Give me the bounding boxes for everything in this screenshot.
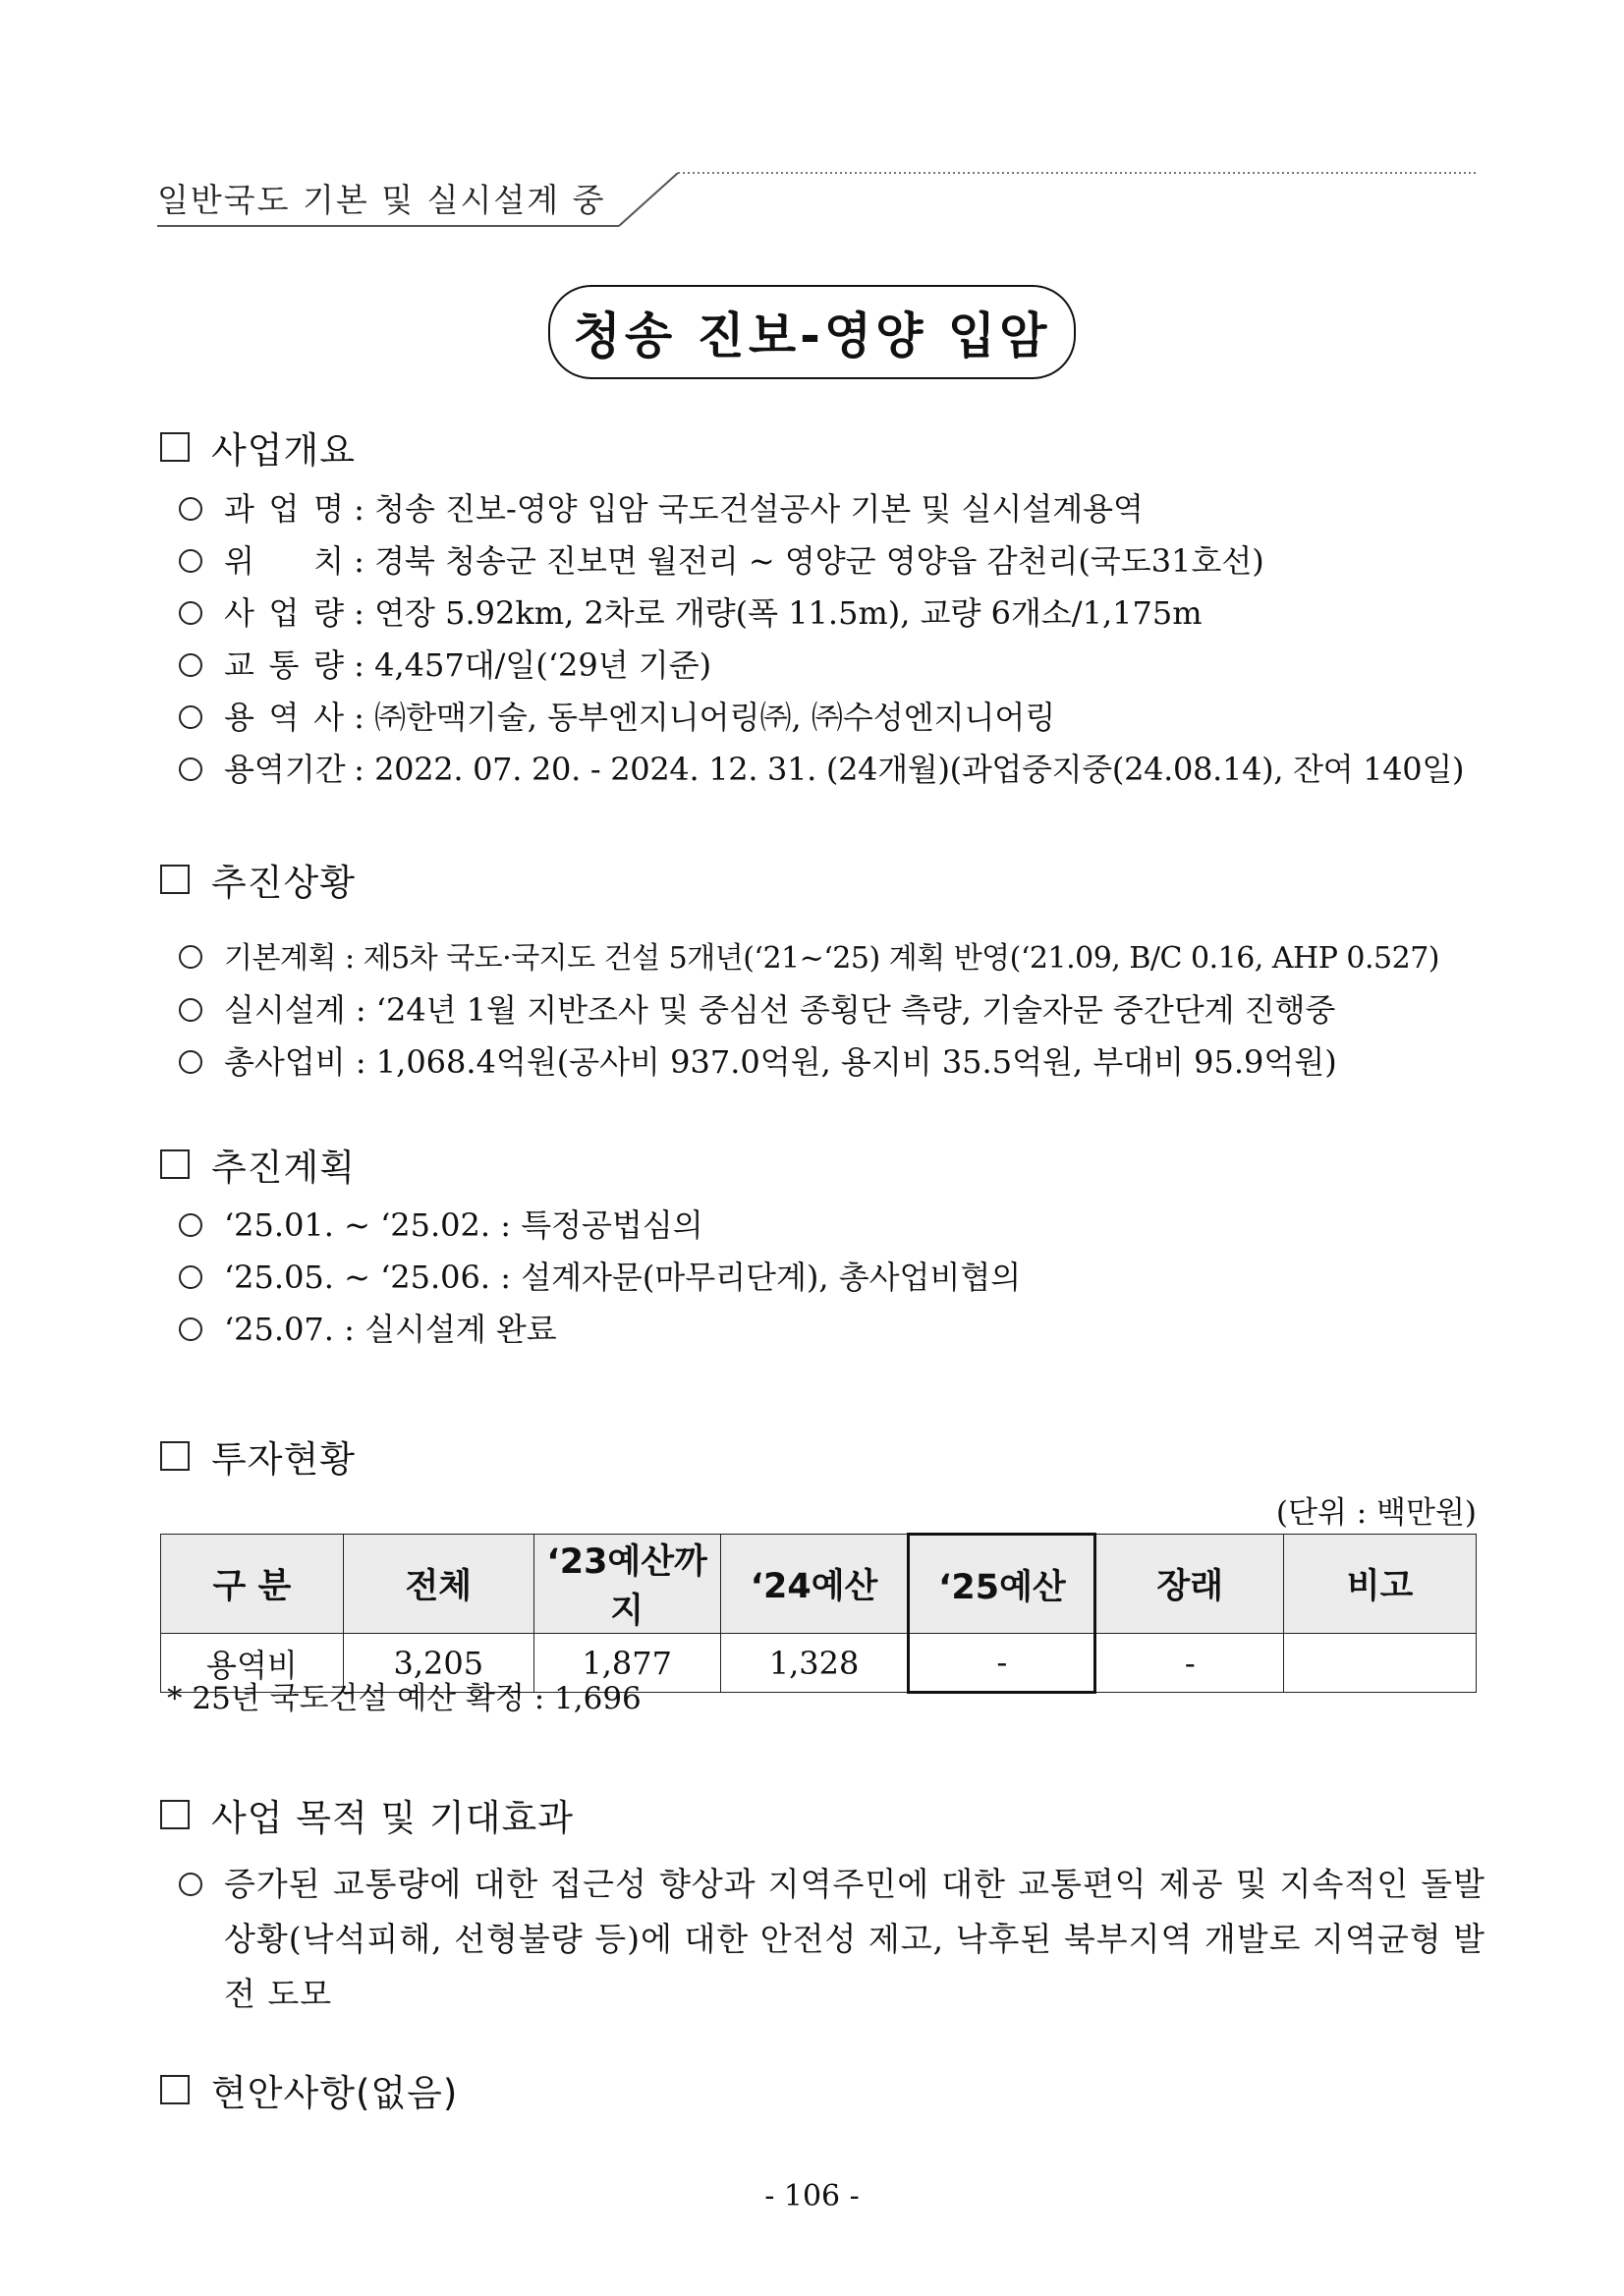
list-item: ‘25.05. ~ ‘25.06. : 설계자문(마무리단계), 총사업비협의 [179,1253,1021,1298]
table-cell: - [1095,1634,1284,1693]
table-cell [1284,1634,1477,1693]
running-header [157,165,1479,236]
table-header-cell: 전체 [343,1535,533,1634]
circle-bullet-icon [179,653,202,677]
checkbox-square-icon [160,1441,190,1471]
list-item: 총사업비 : 1,068.4억원(공사비 937.0억원, 용지비 35.5억원, 부대비 95.9억원) [179,1037,1337,1083]
table-cell: 1,877 [533,1634,720,1693]
table-header-cell: 비고 [1284,1535,1477,1634]
circle-bullet-icon [179,1873,202,1896]
section-progress-heading: 추진상황 [160,853,356,906]
investment-table [160,1533,1477,1694]
checkbox-square-icon [160,2075,190,2104]
table-header-cell: ‘23예산까지 [533,1535,720,1634]
table-header-cell: ‘25예산 [909,1535,1095,1634]
circle-bullet-icon [179,1050,202,1074]
circle-bullet-icon [179,705,202,729]
list-item: 실시설계 : ‘24년 1월 지반조사 및 중심선 종횡단 측량, 기술자문 중간단계 진행중 [179,985,1335,1031]
table-cell: 3,205 [343,1634,533,1693]
section-investment-heading: 투자현황 [160,1429,356,1483]
circle-bullet-icon [179,998,202,1022]
list-item: 용역기간 : 2022. 07. 20. - 2024. 12. 31. (24개월)(과업중지중(24.08.14), 잔여 140일) [179,745,1464,790]
budget-note: * 25년 국도건설 예산 확정 : 1,696 [167,1681,642,1716]
page-title: 청송 진보-영양 입암 [548,285,1077,379]
circle-bullet-icon [179,757,202,781]
table-header-cell: 장래 [1095,1535,1284,1634]
header-text: 일반국도 기본 및 실시설계 중 [157,181,606,219]
list-item: 사 업 량 : 연장 5.92km, 2차로 개량(폭 11.5m), 교량 6개소/1,175m [179,588,1203,634]
table-cell: 용역비 [161,1634,344,1693]
list-item: 위 치 : 경북 청송군 진보면 월전리 ~ 영양군 영양읍 감천리(국도31호선) [179,536,1264,582]
section-overview-heading: 사업개요 [160,420,356,474]
circle-bullet-icon [179,1213,202,1237]
checkbox-square-icon [160,865,190,894]
checkbox-square-icon [160,432,190,462]
section-plan-heading: 추진계획 [160,1138,356,1191]
checkbox-square-icon [160,1800,190,1829]
table-header-row [161,1535,1477,1634]
table-cell: - [909,1634,1095,1693]
table-header-cell: ‘24예산 [720,1535,909,1634]
unit-label: (단위 : 백만원) [1275,1495,1477,1531]
circle-bullet-icon [179,1317,202,1341]
circle-bullet-icon [179,601,202,625]
list-item: 과 업 명 : 청송 진보-영양 입암 국도건설공사 기본 및 실시설계용역 [179,484,1144,530]
circle-bullet-icon [179,497,202,521]
list-item: ‘25.07. : 실시설계 완료 [179,1305,557,1350]
purpose-paragraph: 증가된 교통량에 대한 접근성 향상과 지역주민에 대한 교통편익 제공 및 지속적인 돌발 상황(낙석피해, 선형불량 등)에 대한 안전성 제고, 낙후된 북부지역 개발로 지역균형 발전 도모 [179,1857,1485,2022]
page-number: - 106 - [764,2179,860,2213]
table-cell: 1,328 [720,1634,909,1693]
table-header-cell: 구 분 [161,1535,344,1634]
section-purpose-heading: 사업 목적 및 기대효과 [160,1788,574,1841]
list-item: ‘25.01. ~ ‘25.02. : 특정공법심의 [179,1201,703,1246]
section-issues-heading: 현안사항(없음) [160,2063,458,2116]
checkbox-square-icon [160,1149,190,1179]
circle-bullet-icon [179,1265,202,1289]
circle-bullet-icon [179,549,202,573]
list-item: 교 통 량 : 4,457대/일(‘29년 기준) [179,641,711,686]
circle-bullet-icon [179,945,202,969]
list-item: 기본계획 : 제5차 국도·국지도 건설 5개년(‘21~‘25) 계획 반영(‘21.09, B/C 0.16, AHP 0.527) [179,933,1439,977]
list-item: 용 역 사 : ㈜한맥기술, 동부엔지니어링㈜, ㈜수성엔지니어링 [179,693,1055,738]
